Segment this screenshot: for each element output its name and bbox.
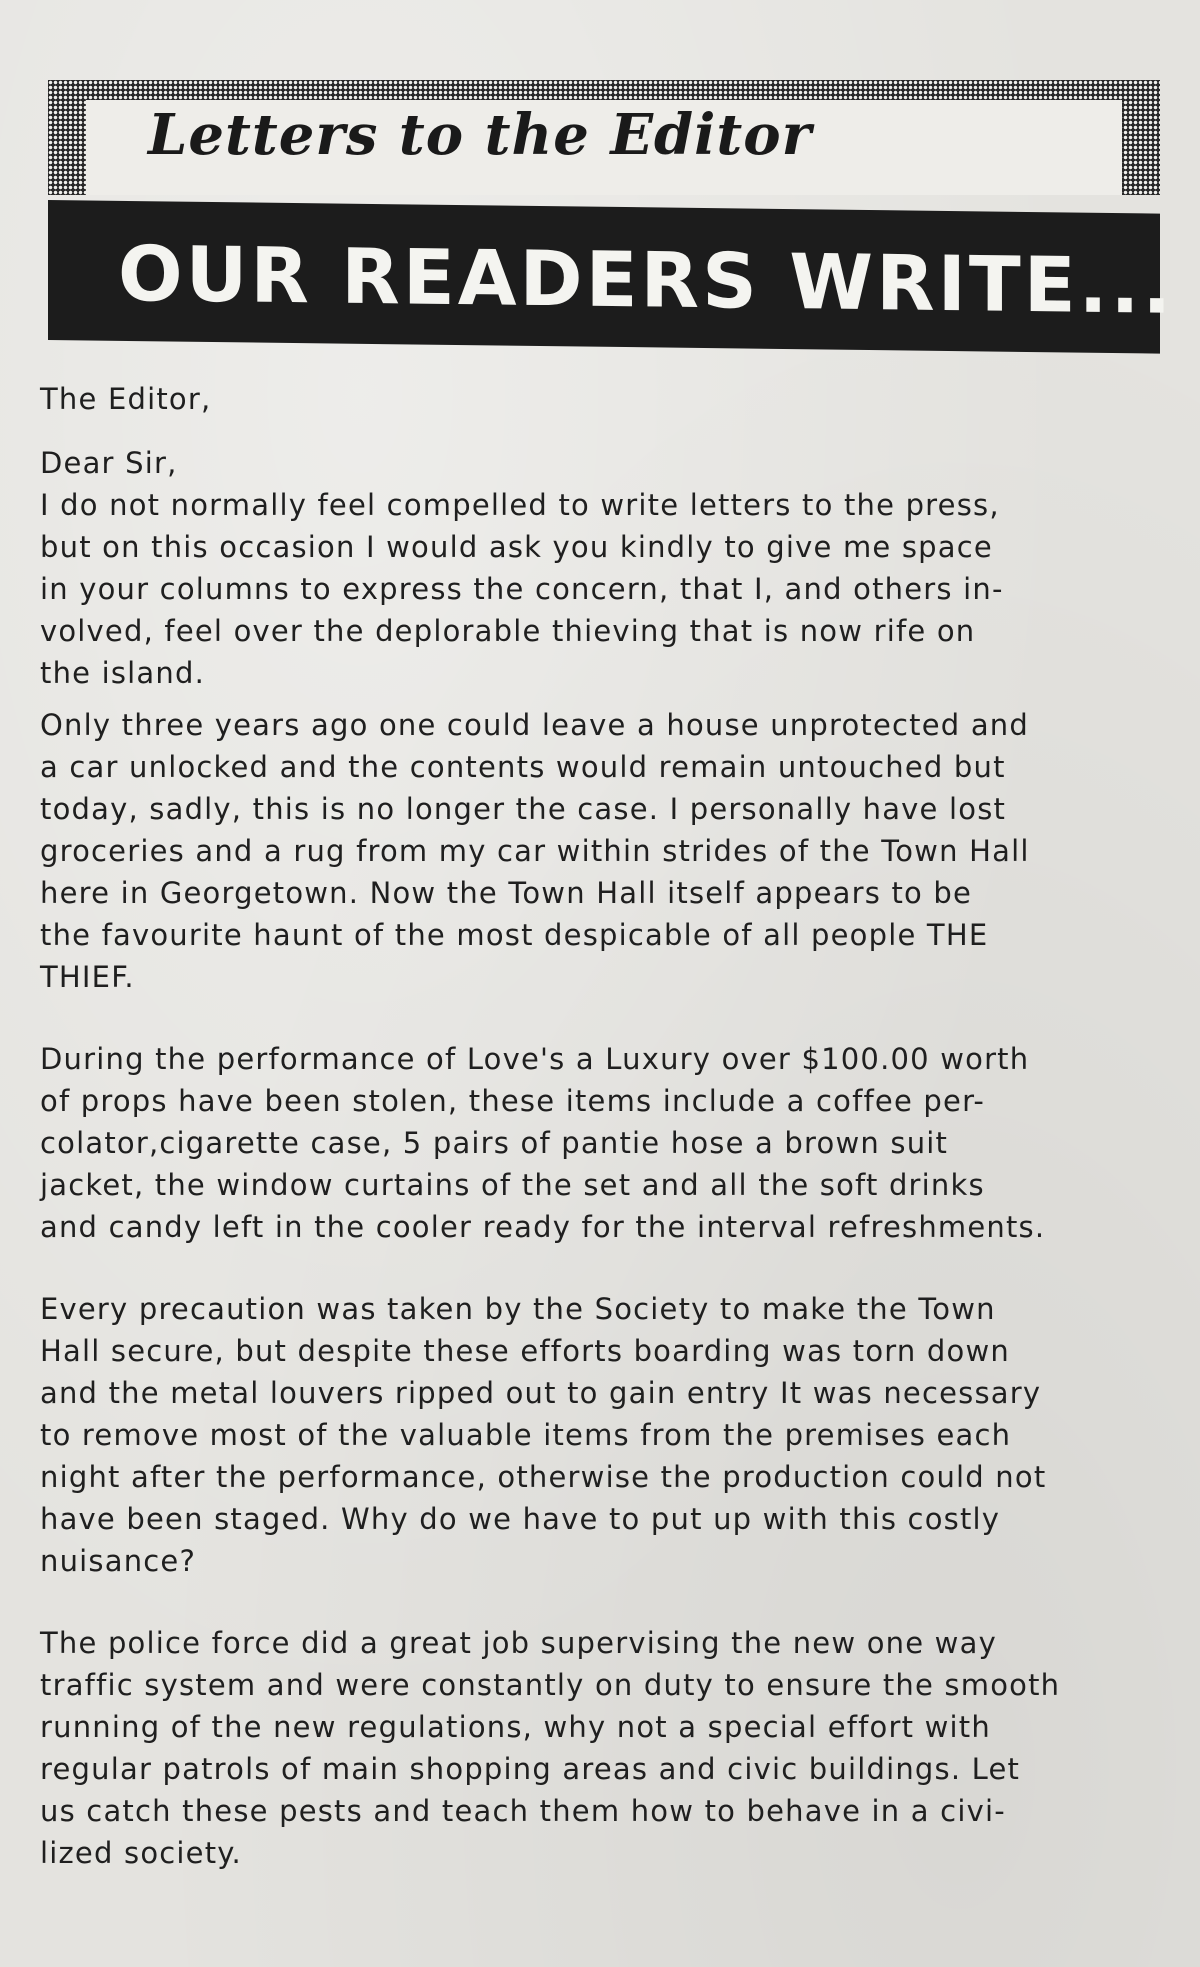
text-line: nuisance?	[40, 1544, 197, 1578]
salutation-editor: The Editor,	[40, 382, 212, 416]
text-line: night after the performance, otherwise the production could not	[40, 1460, 1047, 1494]
text-line: here in Georgetown. Now the Town Hall itself appears to be	[40, 876, 973, 910]
text-line: and candy left in the cooler ready for the interval refreshments.	[40, 1210, 1046, 1244]
text-line: of props have been stolen, these items include a coffee per-	[40, 1084, 986, 1118]
text-line: but on this occasion I would ask you kindly to give me space	[40, 530, 993, 564]
text-line: a car unlocked and the contents would remain untouched but	[40, 750, 1006, 784]
text-line: regular patrols of main shopping areas and civic buildings. Let	[40, 1752, 1021, 1786]
headline-banner	[48, 200, 1175, 354]
text-line: lized society.	[40, 1836, 242, 1870]
masthead-title-panel	[86, 100, 1122, 195]
text-line: THIEF.	[40, 960, 135, 994]
text-line: traffic system and were constantly on duty to ensure the smooth	[40, 1668, 1061, 1702]
text-line: us catch these pests and teach them how to behave in a civi-	[40, 1794, 1006, 1828]
paragraph-2	[40, 704, 1150, 998]
text-line: The police force did a great job supervising the new one way	[40, 1626, 997, 1660]
text-line: to remove most of the valuable items from the premises each	[40, 1418, 1012, 1452]
letter-body	[40, 378, 1150, 1874]
text-line: During the performance of Love's a Luxury over $100.00 worth	[40, 1042, 1030, 1076]
text-line: groceries and a rug from my car within strides of the Town Hall	[40, 834, 1030, 868]
paragraph-3	[40, 1038, 1150, 1248]
text-line: colator,cigarette case, 5 pairs of pantie hose a brown suit	[40, 1126, 949, 1160]
headline-text: OUR READERS WRITE...	[118, 228, 1175, 331]
text-line: the favourite haunt of the most despicable of all people THE	[40, 918, 989, 952]
text-line: I do not normally feel compelled to write letters to the press,	[40, 488, 1000, 522]
text-line: Every precaution was taken by the Society to make the Town	[40, 1292, 996, 1326]
text-line: Hall secure, but despite these efforts boarding was torn down	[40, 1334, 1010, 1368]
masthead-halftone-frame	[48, 80, 1160, 195]
text-line: jacket, the window curtains of the set and all the soft drinks	[40, 1168, 985, 1202]
paragraph-5	[40, 1622, 1150, 1874]
script-title: Letters to the Editor	[148, 102, 813, 168]
paragraph-4	[40, 1288, 1150, 1582]
paragraph-1	[40, 484, 1150, 694]
text-line: and the metal louvers ripped out to gain entry It was necessary	[40, 1376, 1042, 1410]
text-line: Only three years ago one could leave a house unprotected and	[40, 708, 1029, 742]
text-line: have been staged. Why do we have to put up with this costly	[40, 1502, 1001, 1536]
text-line: today, sadly, this is no longer the case. I personally have lost	[40, 792, 1007, 826]
text-line: running of the new regulations, why not a special effort with	[40, 1710, 991, 1744]
text-line: the island.	[40, 656, 206, 690]
salutation-dear-sir: Dear Sir,	[40, 446, 178, 480]
text-line: in your columns to express the concern, that I, and others in-	[40, 572, 1004, 606]
text-line: volved, feel over the deplorable thieving that is now rife on	[40, 614, 976, 648]
